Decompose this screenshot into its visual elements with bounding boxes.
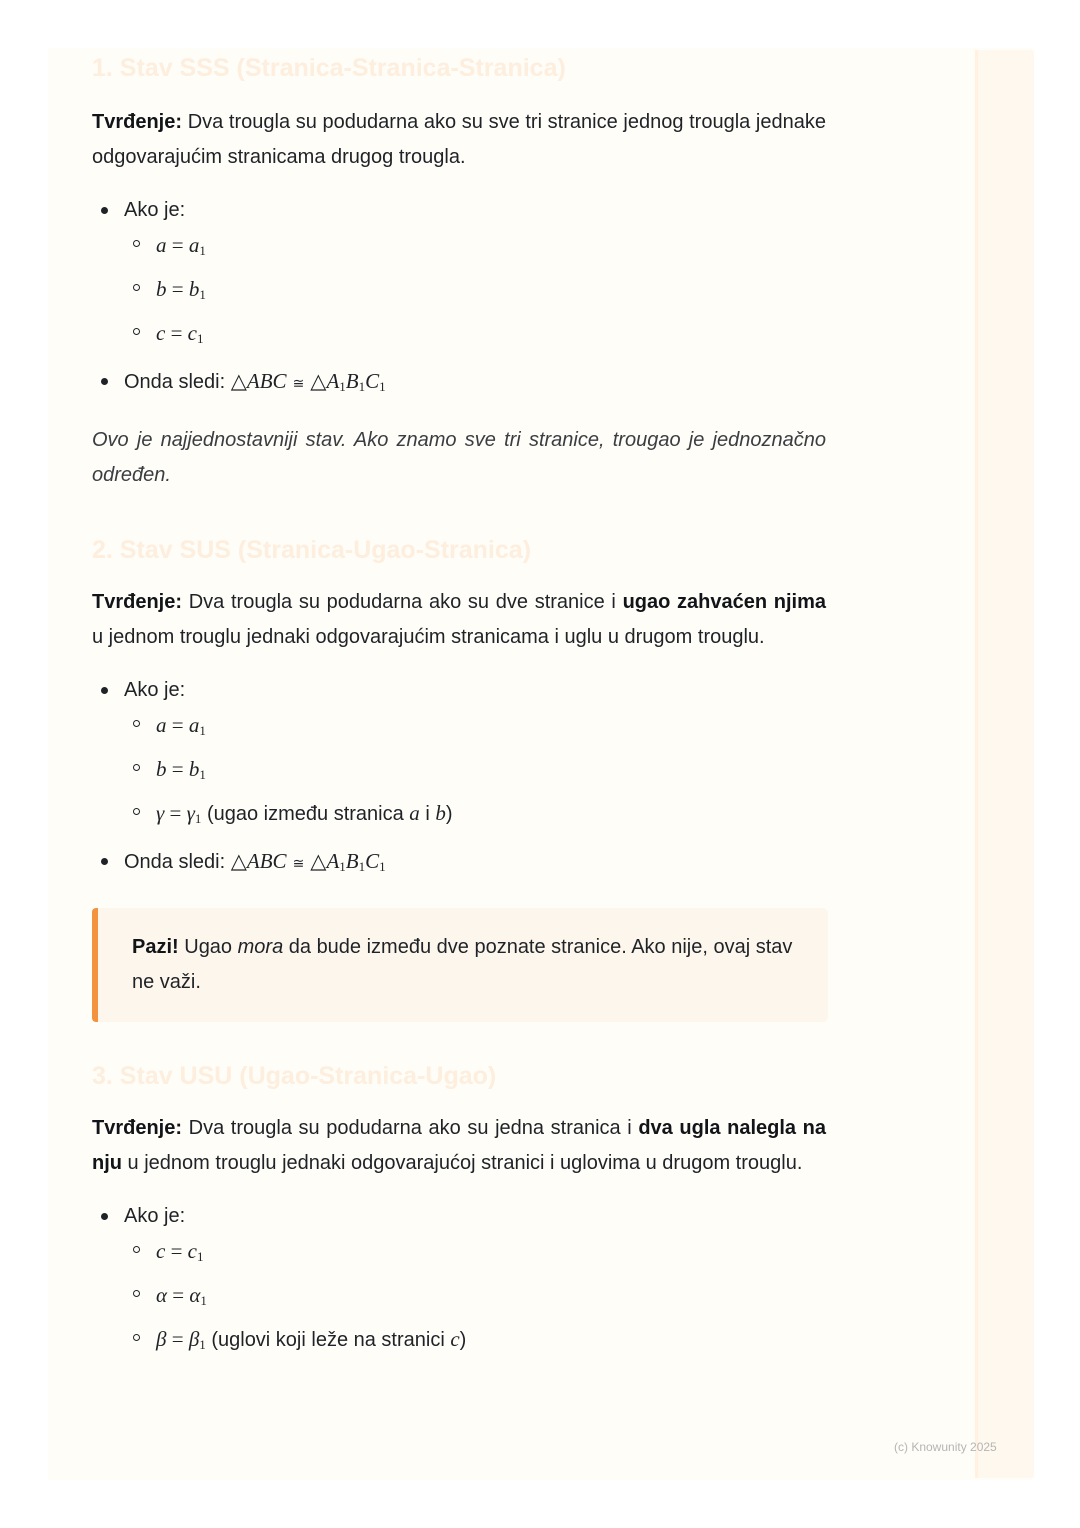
condition-item: $a = a_1$ — [124, 708, 826, 752]
claim-usu: Tvrđenje: Dva trougla su podudarna ako su jedna stranica i dva ugla nalegla na nju u jednom trouglu jednaki odgovarajućoj stranici i uglovima u drugom trouglu. — [92, 1117, 826, 1174]
conditions-list-usu — [92, 1201, 826, 1366]
claim-label: Tvrđenje: — [92, 1117, 183, 1139]
conditions-list-sss — [92, 195, 826, 400]
copyright-footer: (c) Knowunity 2025 — [894, 1440, 997, 1454]
list-item-if: Ako je: $a = a_1$ $b = b_1$ $\gamma = \gamma_1$ (ugao između stranica a i b) — [92, 675, 826, 840]
condition-item: $c = c_1$ — [124, 316, 826, 360]
claim-label: Tvrđenje: — [92, 591, 183, 613]
claim-sus: Tvrđenje: Dva trougla su podudarna ako su dve stranice i ugao zahvaćen njima u jednom trouglu jednaki odgovarajućim stranicama i uglu u drugom trouglu. — [92, 591, 827, 648]
warning-callout — [92, 908, 828, 1022]
condition-item: $a = a_1$ — [124, 228, 826, 272]
condition-item: $b = b_1$ — [124, 752, 826, 796]
conditions-list-sus — [92, 675, 826, 880]
sub-conditions-sus — [124, 708, 826, 840]
claim-label: Tvrđenje: — [92, 111, 183, 133]
condition-item: $b = b_1$ — [124, 272, 826, 316]
congruence-formula: △ABC ≅ $\triangle A_1B_1C_1$ — [230, 849, 386, 874]
section-title-usu: 3. Stav USU (Ugao-Stranica-Ugao) — [92, 1062, 497, 1090]
list-item-then: Onda sledi: △ABC ≅ $\triangle A_1B_1C_1$ — [92, 846, 826, 880]
sub-conditions-sss — [124, 228, 826, 360]
claim-sss: Tvrđenje: Dva trougla su podudarna ako su sve tri stranice jednog trougla jednake odgovarajućim stranicama drugog trougla. — [92, 111, 826, 168]
list-item-then: Onda sledi: △ABC ≅ $\triangle A_1B_1C_1$ — [92, 366, 826, 400]
congruence-formula: △ABC ≅ $\triangle A_1B_1C_1$ — [230, 369, 386, 394]
list-item-if: Ako je: $a = a_1$ $b = b_1$ $c = c_1$ — [92, 195, 826, 360]
section-title-sus: 2. Stav SUS (Stranica-Ugao-Stranica) — [92, 536, 532, 564]
page-side-strip — [975, 50, 1034, 1478]
condition-item: $\gamma = \gamma_1$ (ugao između stranica a i b) — [124, 796, 826, 840]
condition-item: $\alpha = \alpha_1$ — [124, 1278, 826, 1322]
sub-conditions-usu — [124, 1234, 826, 1366]
condition-item: $\beta = \beta_1$ (uglovi koji leže na stranici c) — [124, 1322, 826, 1366]
document-content — [92, 48, 826, 1366]
callout-text: Pazi! Ugao mora da bude između dve poznate stranice. Ako nije, ovaj stav ne važi. — [132, 936, 793, 993]
note-sss: Ovo je najjednostavniji stav. Ako znamo sve tri stranice, trougao je jednoznačno određen. — [92, 429, 826, 486]
section-title-sss: 1. Stav SSS (Stranica-Stranica-Stranica) — [92, 54, 566, 82]
condition-item: $c = c_1$ — [124, 1234, 826, 1278]
list-item-if: Ako je: $c = c_1$ $\alpha = \alpha_1$ $\beta = \beta_1$ (uglovi koji leže na stranici c) — [92, 1201, 826, 1366]
